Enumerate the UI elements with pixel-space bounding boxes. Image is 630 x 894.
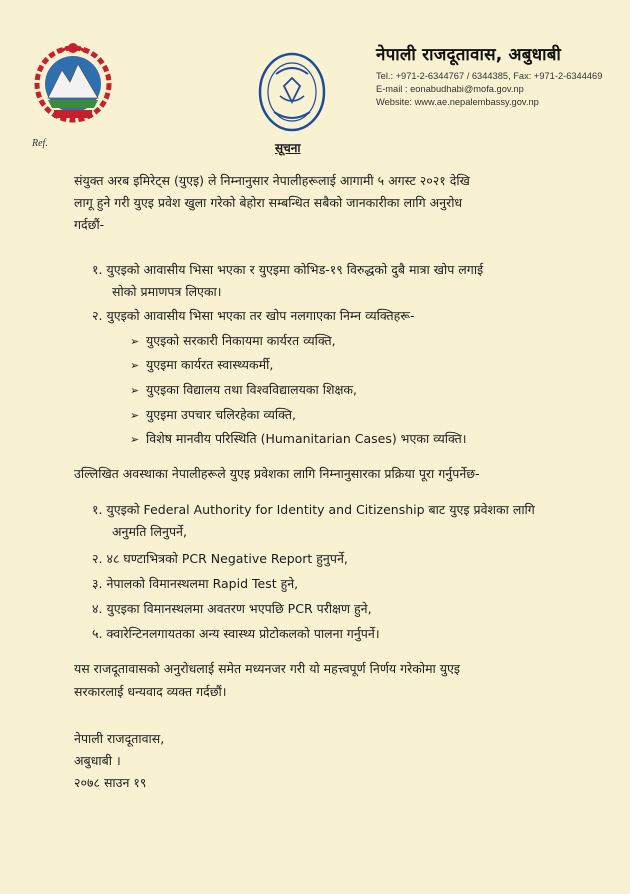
ref-label: Ref. [32, 138, 48, 149]
signature-line-1: नेपाली राजदूतावास, [74, 731, 165, 746]
arrow-bullet-icon: ➢ [130, 335, 140, 348]
signature-date: २०७८ साउन १९ [74, 775, 147, 790]
contact-email: E-mail : eonabudhabi@mofa.gov.np [376, 84, 524, 94]
arrow-bullet-icon: ➢ [130, 359, 140, 372]
embassy-name: नेपाली राजदूतावास, अबुधाबी [376, 45, 562, 65]
process-step-1-line-2: अनुमति लिनुपर्ने, [112, 524, 187, 539]
contact-website: Website: www.ae.nepalembassy.gov.np [376, 97, 539, 107]
letterhead [376, 42, 622, 109]
process-step-4: ४. युएइका विमानस्थलमा अवतरण भएपछि PCR परीक्षण हुने, [92, 601, 372, 616]
process-intro: उल्लिखित अवस्थाका नेपालीहरूले युएइ प्रवेशका लागि निम्नानुसारका प्रक्रिया पूरा गर्नुपर्नेछ- [74, 466, 480, 481]
list-item: ➢ युएइमा कार्यरत स्वास्थ्यकर्मी, [130, 356, 273, 375]
list-item: ➢ विशेष मानवीय परिस्थिति (Humanitarian Cases) भएका व्यक्ति। [130, 430, 467, 449]
condition-1-line-1: १. युएइको आवासीय भिसा भएका र युएइमा कोभिड-१९ विरुद्धको दुबै मात्रा खोप लगाई [92, 262, 484, 277]
intro-line-2: लागू हुने गरी युएइ प्रवेश खुला गरेको बेहोरा सम्बन्धित सबैको जानकारीका लागि अनुरोध [74, 195, 463, 210]
process-step-5: ५. क्वारेन्टिनलगायतका अन्य स्वास्थ्य प्रोटोकलको पालना गर्नुपर्ने। [92, 626, 380, 641]
list-item: ➢ युएइको सरकारी निकायमा कार्यरत व्यक्ति, [130, 332, 336, 351]
list-item: ➢ युएइमा उपचार चलिरहेका व्यक्ति, [130, 406, 296, 425]
condition-1-line-2: सोको प्रमाणपत्र लिएका। [112, 284, 222, 299]
process-step-2: २. ४८ घण्टाभित्रको PCR Negative Report हुनुपर्ने, [92, 551, 348, 566]
condition-2: २. युएइको आवासीय भिसा भएका तर खोप नलगाएका निम्न व्यक्तिहरू- [92, 308, 415, 323]
closing-line-2: सरकारलाई धन्यवाद व्यक्त गर्दछौं। [74, 684, 227, 699]
closing-line-1: यस राजदूतावासको अनुरोधलाई समेत मध्यनजर गरी यो महत्त्वपूर्ण निर्णय गरेकोमा युएइ [74, 661, 461, 676]
embassy-seal-icon [258, 52, 326, 132]
intro-line-3: गर्दछौं- [74, 217, 105, 232]
contact-tel: Tel.: +971-2-6344767 / 6344385, Fax: +971-2-6344469 [376, 71, 603, 81]
signature-line-2: अबुधाबी । [74, 753, 121, 768]
nepal-emblem-icon [30, 38, 116, 124]
notice-title: सूचना [275, 141, 301, 155]
arrow-bullet-icon: ➢ [130, 409, 140, 422]
list-item: ➢ युएइका विद्यालय तथा विश्वविद्यालयका शिक्षक, [130, 381, 357, 400]
process-step-3: ३. नेपालको विमानस्थलमा Rapid Test हुने, [92, 576, 299, 591]
arrow-bullet-icon: ➢ [130, 433, 140, 446]
process-step-1-line-1: १. युएइको Federal Authority for Identity and Citizenship बाट युएइ प्रवेशका लागि [92, 502, 535, 517]
arrow-bullet-icon: ➢ [130, 384, 140, 397]
intro-line-1: संयुक्त अरब इमिरेट्स (युएइ) ले निम्नानुसार नेपालीहरूलाई आगामी ५ अगस्ट २०२१ देखि [74, 173, 470, 188]
